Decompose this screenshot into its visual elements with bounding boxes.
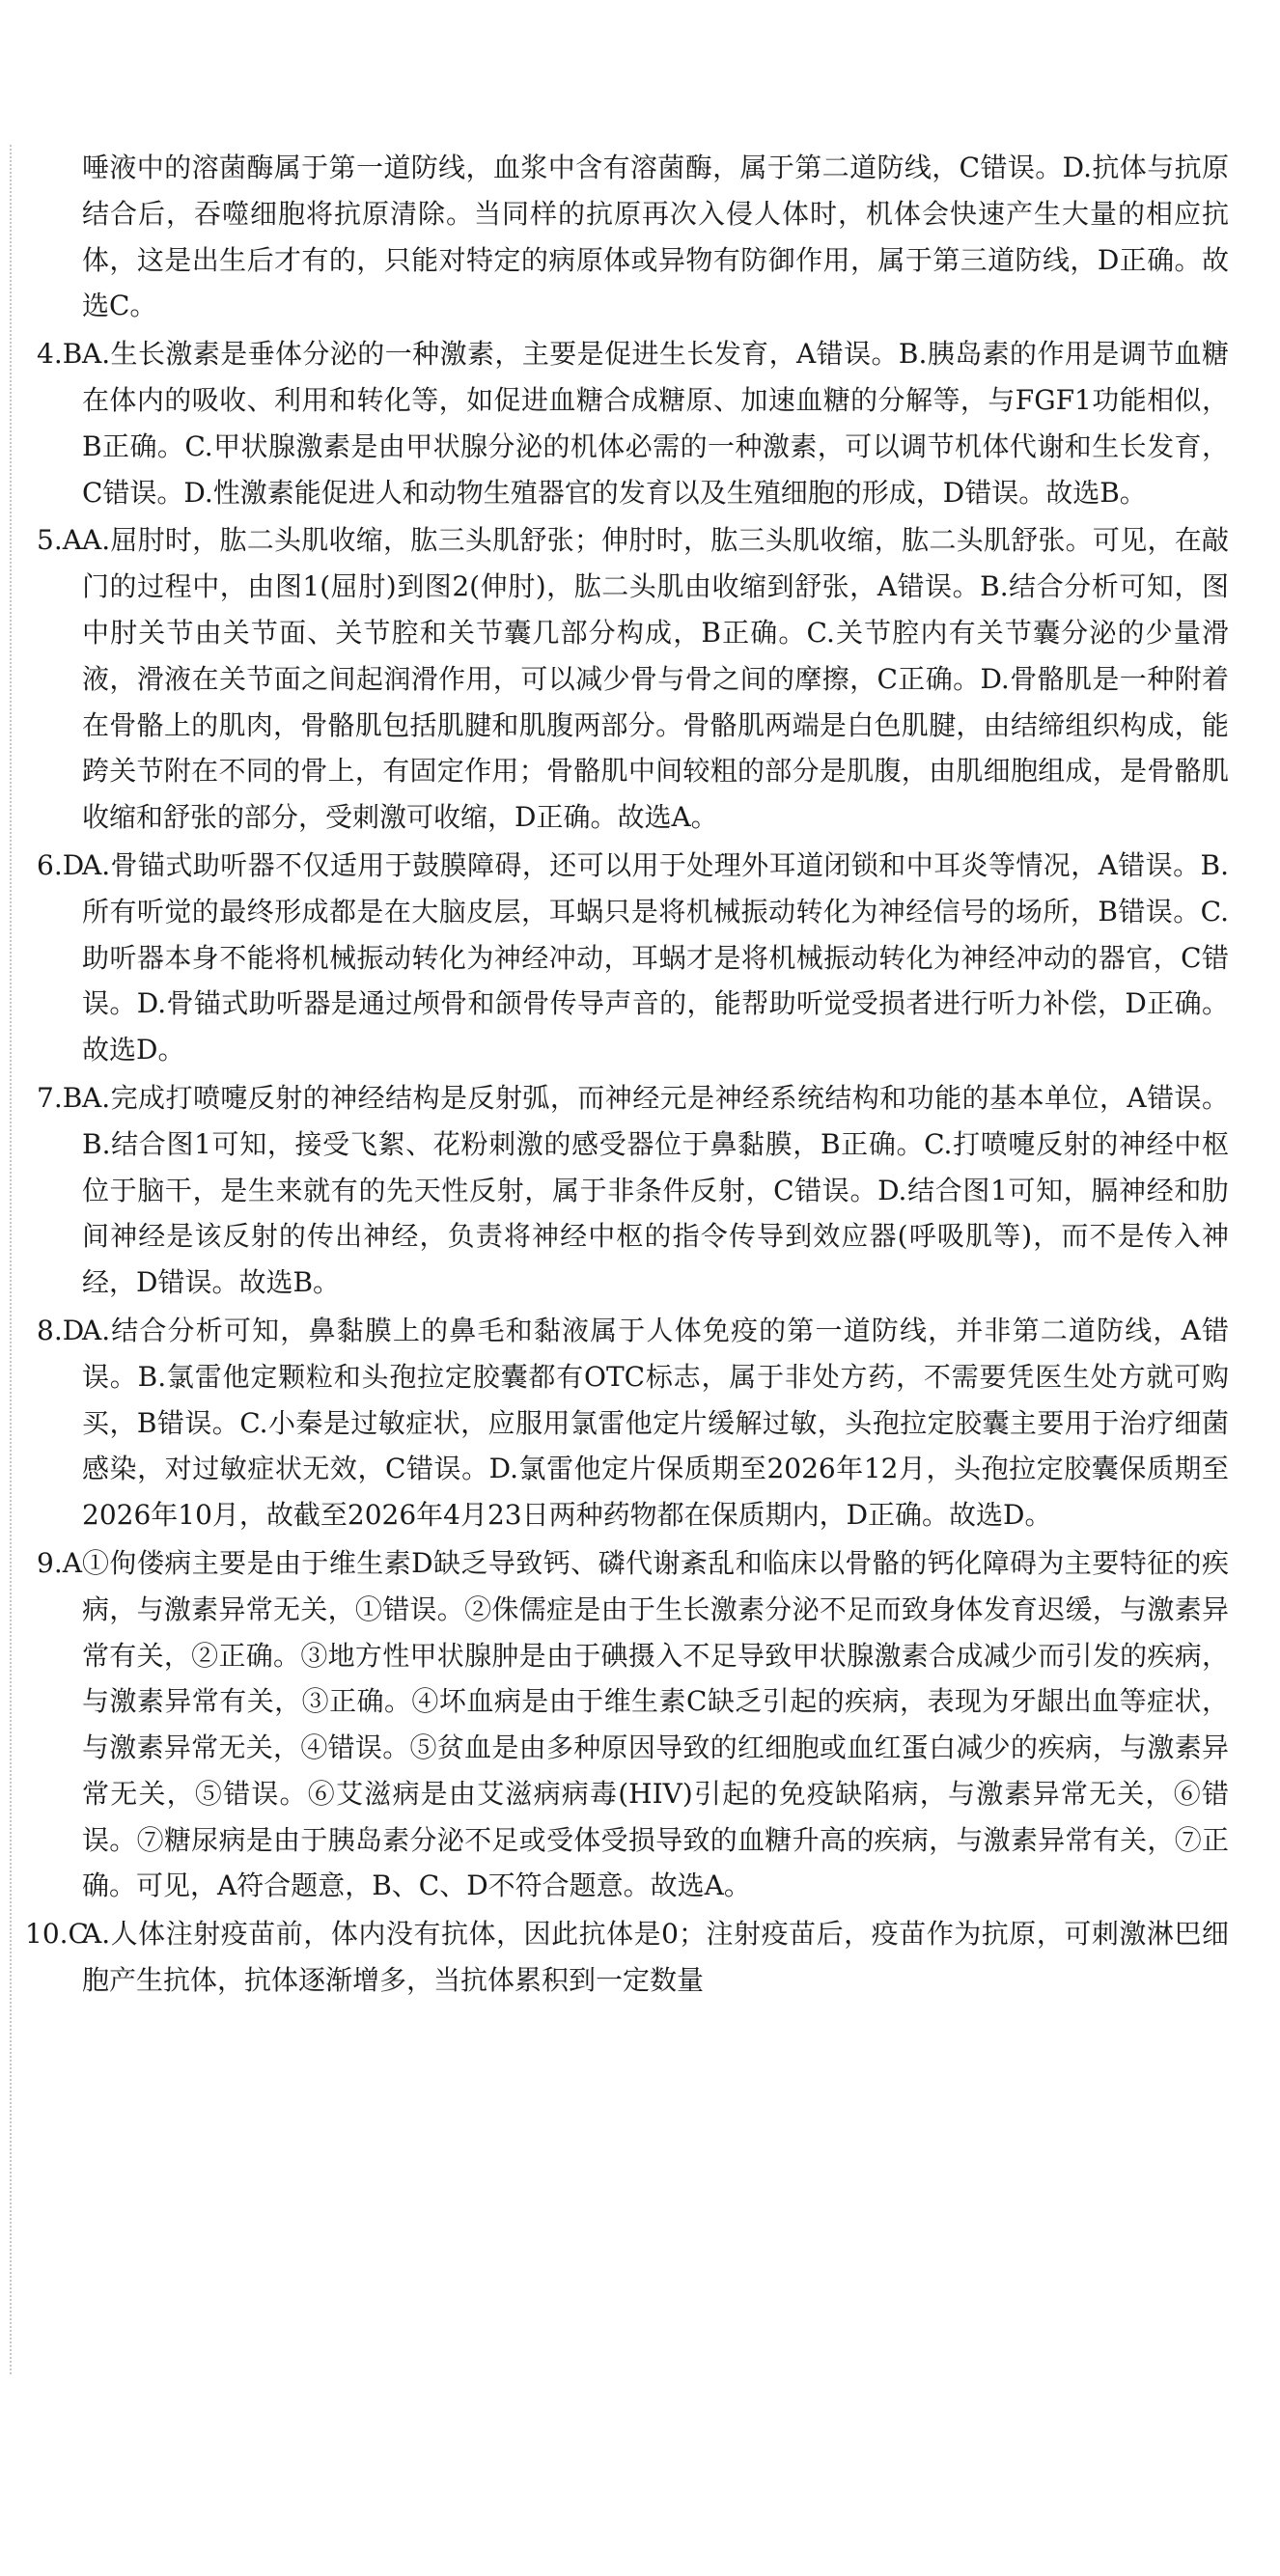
answer-number: 4.B	[37, 338, 83, 371]
answer-item-8	[37, 1308, 1229, 1538]
answer-text: A.人体注射疫苗前，体内没有抗体，因此抗体是0；注射疫苗后，疫苗作为抗原，可刺激淋巴细胞产生抗体，抗体逐渐增多，当抗体累积到一定数量	[82, 1918, 1229, 1997]
answer-item-7	[37, 1075, 1229, 1306]
answer-text: ①佝偻病主要是由于维生素D缺乏导致钙、磷代谢紊乱和临床以骨骼的钙化障碍为主要特征的疾病，与激素异常无关，①错误。②侏儒症是由于生长激素分泌不足而致身体发育迟缓，与激素异常有关，②正确。③地方性甲状腺肿是由于碘摄入不足导致甲状腺激素合成减少而引发的疾病，与激素异常有关，③正确。④坏血病是由于维生素C缺乏引起的疾病，表现为牙龈出血等症状，与激素异常无关，④错误。⑤贫血是由多种原因导致的红细胞或血红蛋白减少的疾病，与激素异常无关，⑤错误。⑥艾滋病是由艾滋病病毒(HIV)引起的免疫缺陷病，与激素异常无关，⑥错误。⑦糖尿病是由于胰岛素分泌不足或受体受损导致的血糖升高的疾病，与激素异常有关，⑦正确。可见，A符合题意，B、C、D不符合题意。故选A。	[82, 1546, 1229, 1902]
answer-number: 9.A	[37, 1546, 82, 1579]
continued-explanation: 唾液中的溶菌酶属于第一道防线，血浆中含有溶菌酶，属于第二道防线，C错误。D.抗体与抗原结合后，吞噬细胞将抗原清除。当同样的抗原再次入侵人体时，机体会快速产生大量的相应抗体，这是出生后才有的，只能对特定的病原体或异物有防御作用，属于第三道防线，D正确。故选C。	[82, 152, 1229, 322]
answer-item-10	[25, 1911, 1229, 2004]
answer-item-6	[37, 843, 1229, 1073]
answer-text: A.屈肘时，肱二头肌收缩，肱三头肌舒张；伸肘时，肱三头肌收缩，肱二头肌舒张。可见，在敲门的过程中，由图1(屈肘)到图2(伸肘)，肱二头肌由收缩到舒张，A错误。B.结合分析可知，图中肘关节由关节面、关节腔和关节囊几部分构成，B正确。C.关节腔内有关节囊分泌的少量滑液，滑液在关节面之间起润滑作用，可以减少骨与骨之间的摩擦，C正确。D.骨骼肌是一种附着在骨骼上的肌肉，骨骼肌包括肌腱和肌腹两部分。骨骼肌两端是白色肌腱，由结缔组织构成，能跨关节附在不同的骨上，有固定作用；骨骼肌中间较粗的部分是肌腹，由肌细胞组成，是骨骼肌收缩和舒张的部分，受刺激可收缩，D正确。故选A。	[82, 524, 1229, 834]
answer-number: 8.D	[37, 1314, 85, 1346]
answer-item-4	[37, 331, 1229, 515]
answer-text: A.结合分析可知，鼻黏膜上的鼻毛和黏液属于人体免疫的第一道防线，并非第二道防线，A错误。B.氯雷他定颗粒和头孢拉定胶囊都有OTC标志，属于非处方药，不需要凭医生处方就可购买，B错误。C.小秦是过敏症状，应服用氯雷他定片缓解过敏，头孢拉定胶囊主要用于治疗细菌感染，对过敏症状无效，C错误。D.氯雷他定片保质期至2026年12月，头孢拉定胶囊保质期至2026年10月，故截至2026年4月23日两种药物都在保质期内，D正确。故选D。	[82, 1314, 1229, 1532]
answer-number: 6.D	[37, 848, 85, 881]
answer-text: A.完成打喷嚏反射的神经结构是反射弧，而神经元是神经系统结构和功能的基本单位，A错误。B.结合图1可知，接受飞絮、花粉刺激的感受器位于鼻黏膜，B正确。C.打喷嚏反射的神经中枢位于脑干，是生来就有的先天性反射，属于非条件反射，C错误。D.结合图1可知，膈神经和肋间神经是该反射的传出神经，负责将神经中枢的指令传导到效应器(呼吸肌等)，而不是传入神经，D错误。故选B。	[82, 1081, 1229, 1299]
margin-dotted-rule	[10, 145, 12, 2374]
answer-item-5	[37, 517, 1229, 841]
answer-number: 10.C	[25, 1918, 89, 1951]
answer-text: A.生长激素是垂体分泌的一种激素，主要是促进生长发育，A错误。B.胰岛素的作用是调节血糖在体内的吸收、利用和转化等，如促进血糖合成糖原、加速血糖的分解等，与FGF1功能相似，B正确。C.甲状腺激素是由甲状腺分泌的机体必需的一种激素，可以调节机体代谢和生长发育，C错误。D.性激素能促进人和动物生殖器官的发育以及生殖细胞的形成，D错误。故选B。	[82, 338, 1229, 509]
answer-item-9	[37, 1540, 1229, 1909]
answer-explanations	[25, 145, 1229, 2004]
answer-text: A.骨锚式助听器不仅适用于鼓膜障碍，还可以用于处理外耳道闭锁和中耳炎等情况，A错误。B.所有听觉的最终形成都是在大脑皮层，耳蜗只是将机械振动转化为神经信号的场所，B错误。C.助听器本身不能将机械振动转化为神经冲动，耳蜗才是将机械振动转化为神经冲动的器官，C错误。D.骨锚式助听器是通过颅骨和颌骨传导声音的，能帮助听觉受损者进行听力补偿，D正确。故选D。	[82, 848, 1229, 1066]
answer-number: 5.A	[37, 524, 82, 557]
answer-number: 7.B	[37, 1081, 83, 1114]
